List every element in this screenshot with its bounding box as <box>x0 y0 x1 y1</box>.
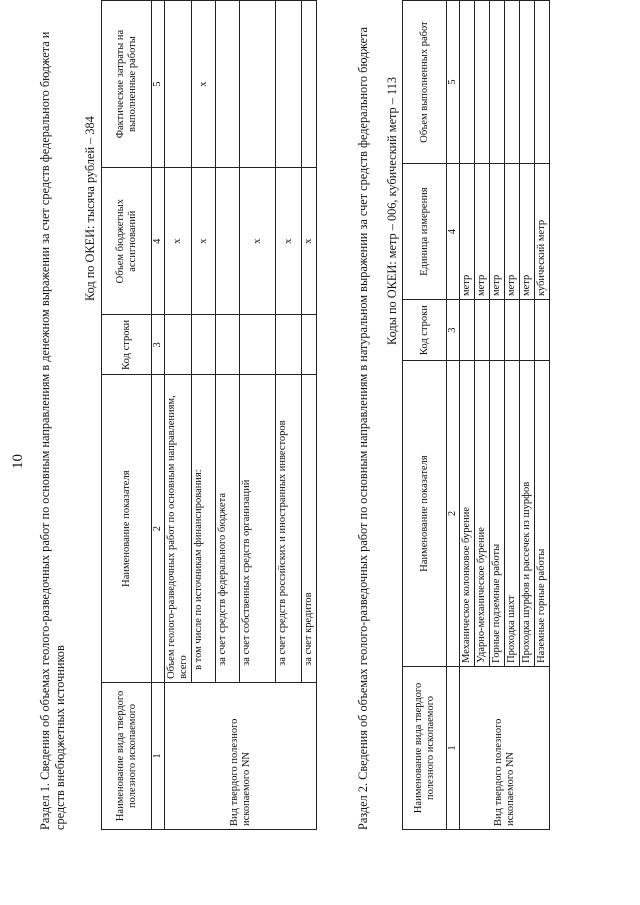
table-row-label: Горные подземные работы <box>490 361 505 667</box>
section1-title: Раздел 1. Сведения об объемах геолого-разведочных работ по основным направлениям в денежном выражении за счет средств федерального бюджета и средств внебюджетных источников <box>38 31 67 830</box>
table-cell: метр <box>490 164 505 300</box>
s1-mineral-cell: Вид твердого полезного ископаемого NN <box>165 682 317 829</box>
table-cell <box>216 1 240 168</box>
section2-okei: Коды по ОКЕИ: метр – 006, кубический метр – 113 <box>385 77 399 345</box>
s1-header-budget: Объем бюджетных ассигнований <box>102 168 152 315</box>
table-cell <box>240 1 276 168</box>
table-cell <box>302 1 317 168</box>
table-row-label: за счет собственных средств организаций <box>240 375 276 683</box>
s2-colnum-3: 3 <box>447 300 460 361</box>
s1-colnum-2: 2 <box>152 375 165 683</box>
table-cell: метр <box>475 164 490 300</box>
section2-table <box>402 0 550 830</box>
s2-header-mineral: Наименование вида твердого полезного ископаемого <box>403 666 447 829</box>
s2-header-unit: Единица измерения <box>403 164 447 300</box>
s2-mineral-cell: Вид твердого полезного ископаемого NN <box>460 666 550 829</box>
s2-header-indicator: Наименование показателя <box>403 361 447 667</box>
table-cell: кубический метр <box>535 164 550 300</box>
table-row-label: Проходка шурфов и рассечек из шурфов <box>520 361 535 667</box>
table-row-label: за счет средств российских и иностранных инвесторов <box>276 375 302 683</box>
section2-title: Раздел 2. Сведения об объемах геолого-разведочных работ по основным направлениям в натуральном выражении за счет средств федерального бюджета <box>356 26 370 830</box>
table-cell: х <box>165 168 192 315</box>
table-cell: метр <box>505 164 520 300</box>
table-cell: метр <box>460 164 475 300</box>
section1-table <box>101 0 317 830</box>
s1-header-mineral: Наименование вида твердого полезного ископаемого <box>102 682 152 829</box>
s1-colnum-5: 5 <box>152 1 165 168</box>
table-row-label: за счет кредитов <box>302 375 317 683</box>
s2-colnum-2: 2 <box>447 361 460 667</box>
s1-header-code: Код строки <box>102 315 152 375</box>
table-row-label: Наземные горные работы <box>535 361 550 667</box>
s1-header-actual: Фактические затраты на выполненные работы <box>102 1 152 168</box>
s2-colnum-5: 5 <box>447 1 460 164</box>
s2-header-volume: Объем выполненных работ <box>403 1 447 164</box>
table-cell <box>276 1 302 168</box>
s1-colnum-3: 3 <box>152 315 165 375</box>
s2-header-code: Код строки <box>403 300 447 361</box>
s1-colnum-1: 1 <box>152 682 165 829</box>
table-cell <box>165 1 192 168</box>
page-number: 10 <box>10 454 26 469</box>
table-row-label: Ударно-механическое бурение <box>475 361 490 667</box>
table-cell: х <box>302 168 317 315</box>
table-cell: х <box>192 168 216 315</box>
s2-colnum-1: 1 <box>447 666 460 829</box>
table-row-label: за счет средств федерального бюджета <box>216 375 240 683</box>
table-cell: х <box>192 1 216 168</box>
s1-colnum-4: 4 <box>152 168 165 315</box>
s2-colnum-4: 4 <box>447 164 460 300</box>
table-row-label: Проходка шахт <box>505 361 520 667</box>
table-row-label: Механическое колонковое бурение <box>460 361 475 667</box>
table-cell: х <box>240 168 276 315</box>
table-cell: х <box>276 168 302 315</box>
table-cell <box>216 168 240 315</box>
section1-okei: Код по ОКЕИ: тысяча рублей – 384 <box>83 116 97 301</box>
table-cell: метр <box>520 164 535 300</box>
table-row-label: Объем геолого-разведочных работ по основным направлениям, всего <box>165 375 192 683</box>
table-row-label: в том числе по источникам финансирования: <box>192 375 216 683</box>
s1-header-indicator: Наименование показателя <box>102 375 152 683</box>
